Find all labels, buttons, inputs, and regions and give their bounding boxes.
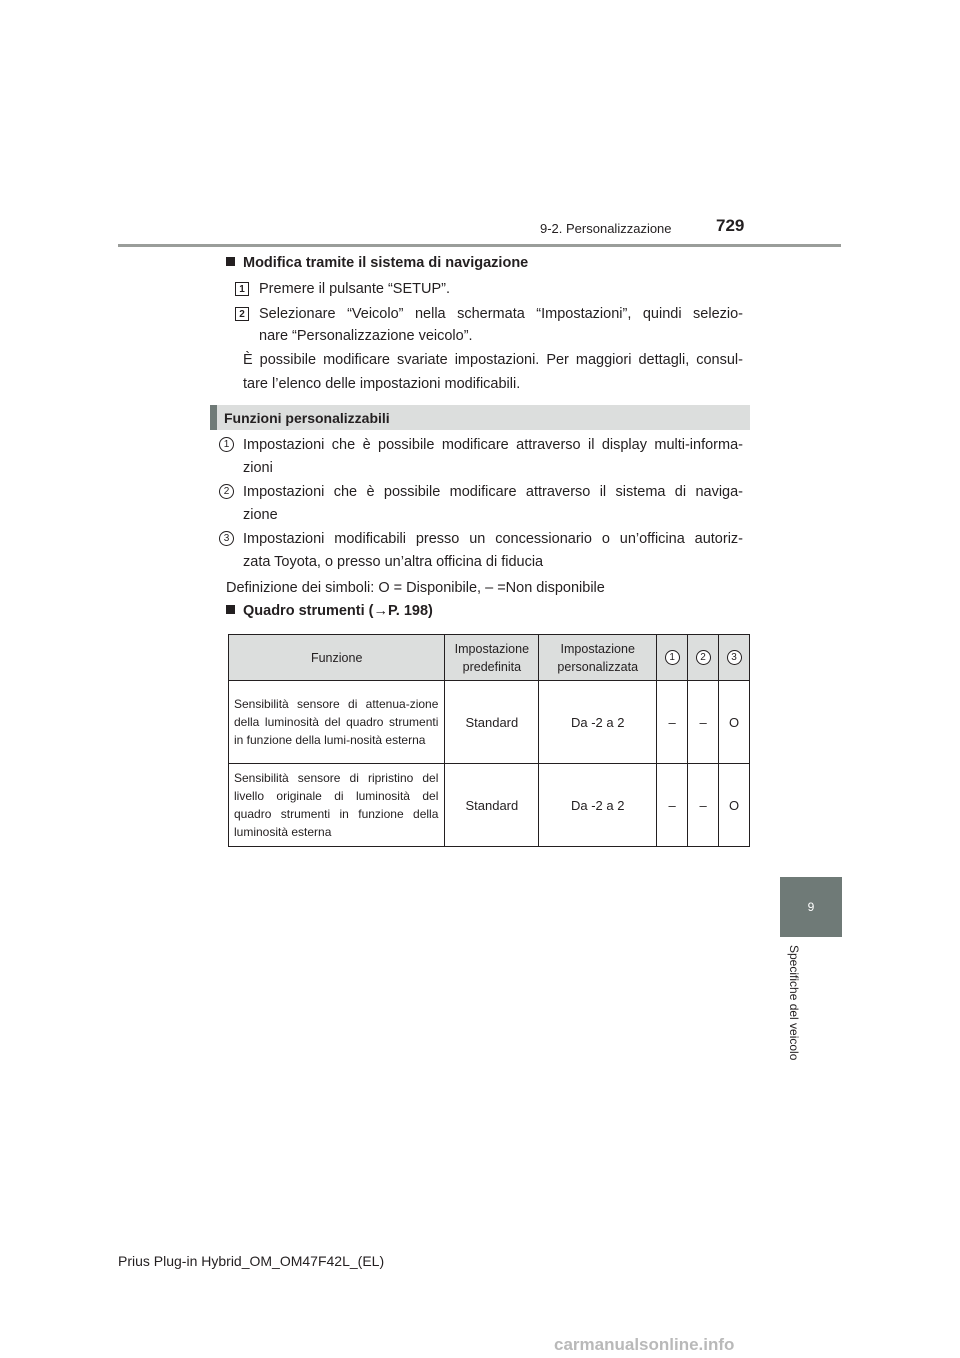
nav-note-line1: È possibile modificare svariate impostazioni. Per maggiori dettagli, consul- bbox=[243, 352, 743, 368]
table-row bbox=[229, 681, 750, 764]
chapter-tab bbox=[780, 877, 842, 937]
step-2-text-line2: nare “Personalizzazione veicolo”. bbox=[259, 328, 473, 344]
page-number: 729 bbox=[716, 216, 745, 235]
step-1-text: Premere il pulsante “SETUP”. bbox=[259, 281, 450, 297]
chapter-title-vertical bbox=[764, 945, 824, 1070]
header-divider bbox=[118, 244, 841, 247]
col-header-1 bbox=[657, 635, 688, 681]
symbols-definition: Definizione dei simboli: O = Disponibile, – =Non disponibile bbox=[226, 580, 605, 596]
row-c2: – bbox=[688, 681, 719, 764]
table-header-row bbox=[229, 635, 750, 681]
col-header-custom: Impostazione personalizzata bbox=[539, 635, 657, 681]
row-c3: O bbox=[719, 764, 750, 847]
chapter-number: 9 bbox=[807, 900, 815, 914]
legend-3-line1: Impostazioni modificabili presso un concessionario o un’officina autoriz- bbox=[243, 531, 743, 547]
step-2-badge: 2 bbox=[235, 307, 249, 321]
legend-1-line2: zioni bbox=[243, 460, 273, 476]
legend-3-line2: zata Toyota, o presso un’altra officina di fiducia bbox=[243, 554, 544, 570]
table-row bbox=[229, 764, 750, 847]
legend-2-icon: 2 bbox=[219, 484, 234, 499]
row-c1: – bbox=[657, 681, 688, 764]
square-bullet-icon bbox=[226, 605, 235, 614]
legend-1-icon: 1 bbox=[219, 437, 234, 452]
legend-3-icon: 3 bbox=[219, 531, 234, 546]
circled-3-icon: 3 bbox=[727, 650, 742, 665]
nav-note-line2: tare l’elenco delle impostazioni modificabili. bbox=[243, 376, 521, 392]
settings-table bbox=[228, 634, 750, 847]
step-1-badge: 1 bbox=[235, 282, 249, 296]
row-function: Sensibilità sensore di attenua-zione della luminosità del quadro strumenti in funzione della lumi-nosità esterna bbox=[229, 681, 445, 764]
square-bullet-icon bbox=[226, 257, 235, 266]
circled-1-icon: 1 bbox=[665, 650, 680, 665]
row-c1: – bbox=[657, 764, 688, 847]
legend-1-line1: Impostazioni che è possibile modificare attraverso il display multi-informa- bbox=[243, 437, 743, 453]
chapter-title: Specifiche del veicolo bbox=[787, 945, 801, 1061]
row-c2: – bbox=[688, 764, 719, 847]
col-header-2 bbox=[688, 635, 719, 681]
row-c3: O bbox=[719, 681, 750, 764]
legend-2-line2: zione bbox=[243, 507, 278, 523]
section-title: Funzioni personalizzabili bbox=[224, 410, 390, 426]
banner-accent-bar bbox=[210, 405, 217, 430]
legend-2-line1: Impostazioni che è possibile modificare attraverso il sistema di naviga- bbox=[243, 484, 743, 500]
col-header-function: Funzione bbox=[229, 635, 445, 681]
row-default: Standard bbox=[445, 764, 539, 847]
document-id-footer: Prius Plug-in Hybrid_OM_OM47F42L_(EL) bbox=[118, 1253, 385, 1269]
step-2-text-line1: Selezionare “Veicolo” nella schermata “Impostazioni”, quindi selezio- bbox=[259, 306, 743, 322]
section-banner bbox=[210, 405, 750, 430]
running-header-section: 9-2. Personalizzazione bbox=[540, 221, 672, 236]
instrument-cluster-heading: Quadro strumenti (→P. 198) bbox=[226, 603, 433, 619]
row-custom: Da -2 a 2 bbox=[539, 764, 657, 847]
circled-2-icon: 2 bbox=[696, 650, 711, 665]
col-header-default: Impostazione predefinita bbox=[445, 635, 539, 681]
row-function: Sensibilità sensore di ripristino del livello originale di luminosità del quadro strumenti in funzione della luminosità esterna bbox=[229, 764, 445, 847]
row-default: Standard bbox=[445, 681, 539, 764]
row-custom: Da -2 a 2 bbox=[539, 681, 657, 764]
nav-heading: Modifica tramite il sistema di navigazione bbox=[226, 255, 528, 271]
watermark: carmanualsonline.info bbox=[554, 1335, 735, 1354]
col-header-3 bbox=[719, 635, 750, 681]
